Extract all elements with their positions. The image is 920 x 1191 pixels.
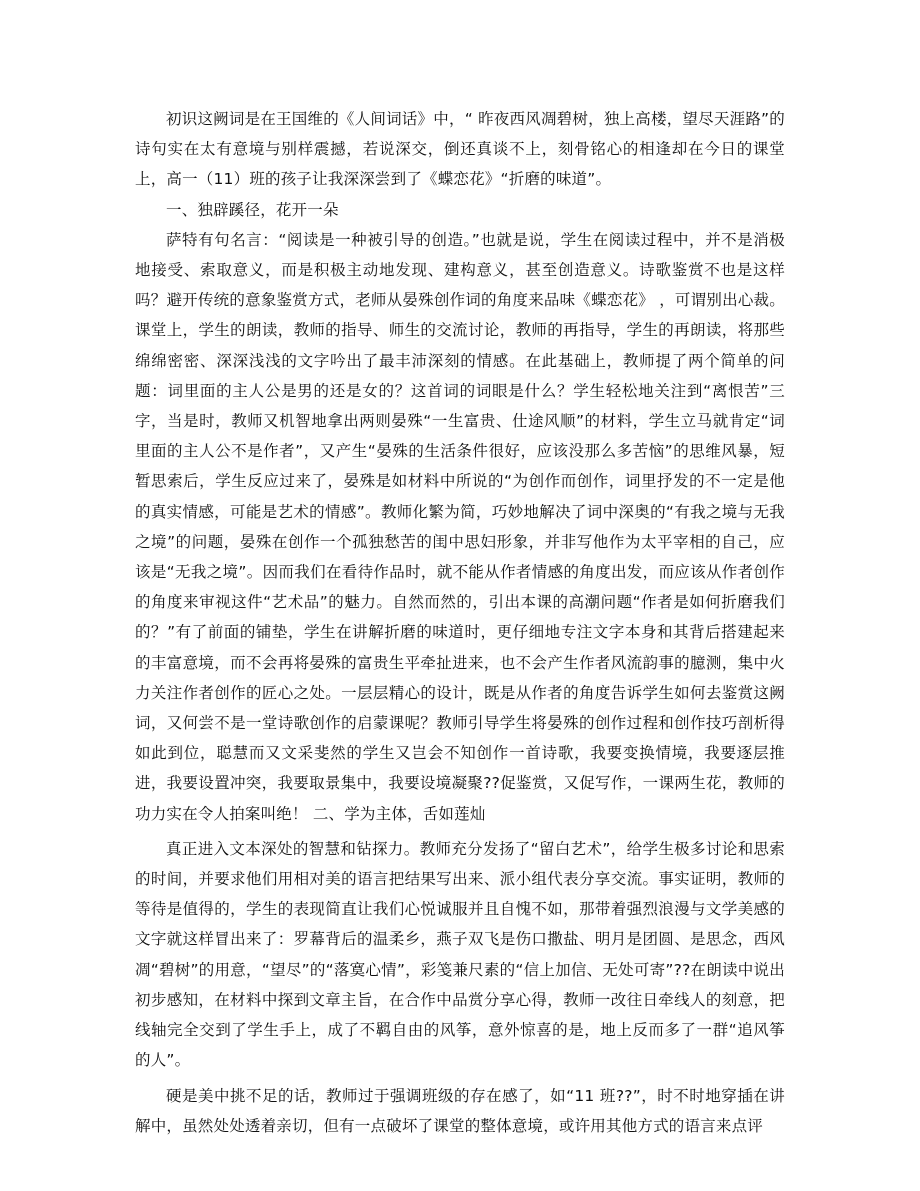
paragraph-section-2: 真正进入文本深处的智慧和钻探力。教师充分发扬了“留白艺术”，给学生极多讨论和思索的时间，并要求他们用相对美的语言把结果写出来、派小组代表分享交流。事实证明，教师的等待是值得的，学生的表现简直让我们心悦诚服并且自愧不如，那带着强烈浪漫与文学美感的文字就这样冒出来了：罗幕背后的温柔乡，燕子双飞是伤口撒盐、明月是团圆、是思念，西风凋“碧树”的用意，“望尽”的“落寞心情”，彩笺兼尺素的“信上加信、无处可寄”??在朗读中说出初步感知，在材料中探到文章主旨，在合作中品赏分享心得，教师一改往日牵线人的刻意，把线轴完全交到了学生手上，成了不羁自由的风筝，意外惊喜的是，地上反而多了一群“追风筝的人”。 xyxy=(135,839,785,1070)
paragraph-intro: 初识这阙词是在王国维的《人间词话》中，“ 昨夜西风凋碧树，独上高楼，望尽天涯路”的诗句实在太有意境与别样震撼，若说深交，倒还真谈不上，刻骨铭心的相逢却在今日的课堂上，高一（11）班的孩子让我深深尝到了《蝶恋花》“折磨的味道”。 xyxy=(135,110,785,189)
article-body xyxy=(135,104,785,1141)
paragraph-section-1: 萨特有句名言：“阅读是一种被引导的创造。”也就是说，学生在阅读过程中，并不是消极地接受、索取意义，而是积极主动地发现、建构意义，甚至创造意义。诗歌鉴赏不也是这样吗？避开传统的意象鉴赏方式，老师从晏殊创作词的角度来品味《蝶恋花》 ，可谓别出心裁。课堂上，学生的朗读，教师的指导、师生的交流讨论，教师的再指导，学生的再朗读，将那些绵绵密密、深深浅浅的文字吟出了最丰沛深刻的情感。在此基础上，教师提了两个简单的问题：词里面的主人公是男的还是女的？这首词的词眼是什么？学生轻松地关注到“离恨苦”三字，当是时，教师又机智地拿出两则晏殊“一生富贵、仕途风顺”的材料，学生立马就肯定“词里面的主人公不是作者”，又产生“晏殊的生活条件很好，应该没那么多苦恼”的思维风暴，短暂思索后，学生反应过来了，晏殊是如材料中所说的“为创作而创作，词里抒发的不一定是他的真实情感，可能是艺术的情感”。教师化繁为简，巧妙地解决了词中深奥的“有我之境与无我之境”的问题，晏殊在创作一个孤独愁苦的闺中思妇形象，并非写他作为太平宰相的自己，应该是“无我之境”。因而我们在看待作品时，就不能从作者情感的角度出发，而应该从作者创作的角度来审视这件“艺术品”的魅力。自然而然的，引出本课的高潮问题“作者是如何折磨我们的？”有了前面的铺垫，学生在讲解折磨的味道时，更仔细地专注文字本身和其背后搭建起来的丰富意境，而不会再将晏殊的富贵生平牵扯进来，也不会产生作者风流韵事的臆测，集中火力关注作者创作的匠心之处。一层层精心的设计，既是从作者的角度告诉学生如何去鉴赏这阙词，又何尝不是一堂诗歌创作的启蒙课呢？教师引导学生将晏殊的创作过程和创作技巧剖析得如此到位，聪慧而又文采斐然的学生又岂会不知创作一首诗歌，我要变换情境，我要逐层推进，我要设置冲突，我要取景集中，我要设境凝聚??促鉴赏，又促写作，一课两生花，教师的功力实在令人拍案叫绝！ 二、学为主体，舌如莲灿 xyxy=(135,230,785,823)
paragraph-critique: 硬是美中挑不足的话，教师过于强调班级的存在感了，如“11 班??”，时不时地穿插在讲解中，虽然处处透着亲切，但有一点破坏了课堂的整体意境，或许用其他方式的语言来点评 xyxy=(135,1086,785,1135)
section-heading-1: 一、独辟蹊径，花开一朵 xyxy=(166,200,339,219)
